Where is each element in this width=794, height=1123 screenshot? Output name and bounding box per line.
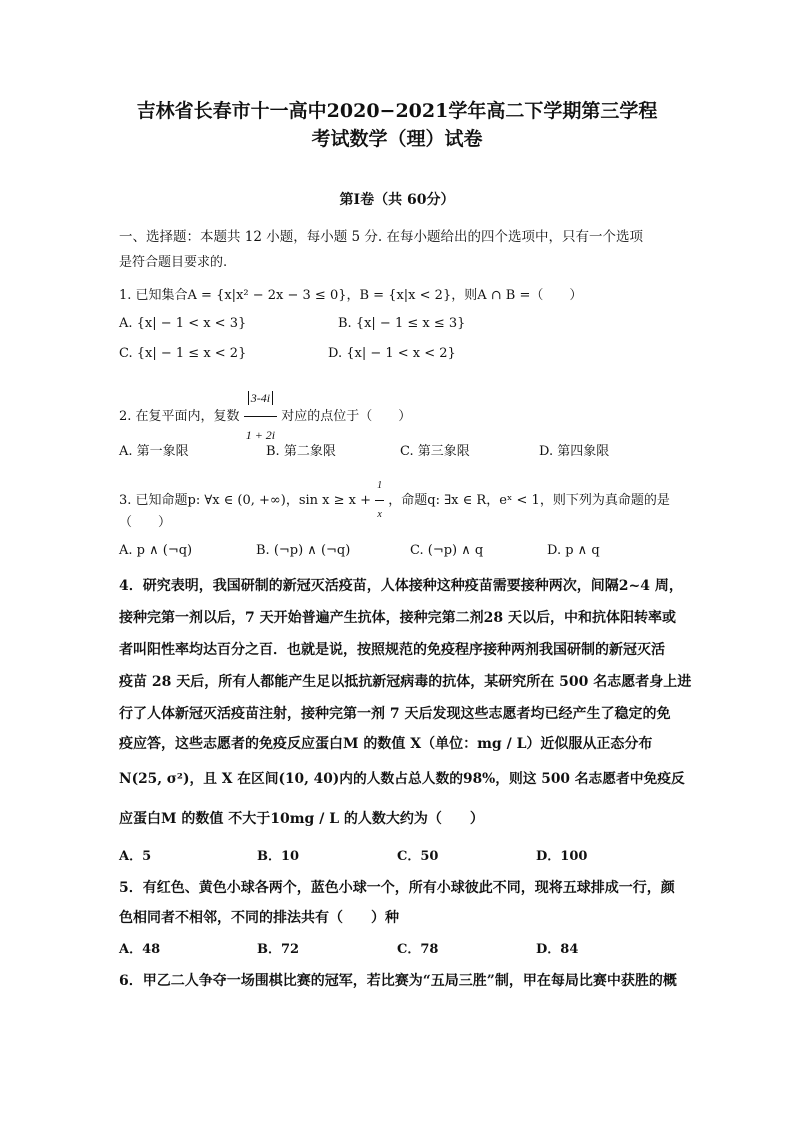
- question-3-option-b: B. (¬p) ∧ (¬q): [256, 543, 351, 558]
- question-2-denominator: 1 + 2i: [245, 428, 276, 442]
- question-3-stem-a: 3. 已知命题p: ∀x ∈ (0, +∞)，sin x ≥ x +: [119, 493, 372, 508]
- question-3-stem: [119, 472, 670, 529]
- question-5-line2: 色相同者不相邻，不同的排法共有（ ）种: [119, 910, 399, 926]
- question-3-option-c: C. (¬p) ∧ q: [410, 543, 484, 558]
- question-2-option-c: C. 第三象限: [400, 444, 470, 459]
- question-3-frac-den: x: [377, 509, 382, 520]
- question-4-line8: 应蛋白M 的数值 不大于10mg / L 的人数大约为（ ）: [119, 811, 484, 827]
- question-4-line3: 者叫阳性率均达百分之百．也就是说，按照规范的免疫程序接种两剂我国研制的新冠灭活: [119, 642, 665, 658]
- question-4-line1: 4．研究表明，我国研制的新冠灭活疫苗，人体接种这种疫苗需要接种两次，间隔2~4 周，: [119, 578, 683, 594]
- question-5-option-d: D．84: [536, 942, 579, 957]
- section-heading: 第Ⅰ卷（共 60分）: [339, 192, 455, 208]
- question-2-suffix: 对应的点位于（ ）: [281, 409, 412, 424]
- question-1-option-a: A. {x| − 1 < x < 3}: [119, 316, 247, 331]
- question-2-option-d: D. 第四象限: [539, 444, 610, 459]
- question-4-line4: 疫苗 28 天后，所有人都能产生足以抵抗新冠病毒的抗体，某研究所在 500 名志愿者身上进: [119, 674, 692, 690]
- question-2-prefix: 2. 在复平面内，复数: [119, 409, 240, 424]
- question-1-option-c: C. {x| − 1 ≤ x < 2}: [119, 346, 247, 361]
- question-1-option-b: B. {x| − 1 ≤ x ≤ 3}: [338, 316, 466, 331]
- question-3-stem-c: （ ）: [119, 515, 172, 530]
- question-4-option-b: B．10: [257, 849, 300, 864]
- instructions-line1: 一、选择题：本题共 12 小题，每小题 5 分. 在每小题给出的四个选项中，只有一个选项: [119, 229, 644, 245]
- question-2-numerator: 3-4i: [248, 391, 273, 405]
- question-4-option-a: A．5: [119, 849, 152, 864]
- question-5-line1: 5．有红色、黄色小球各两个，蓝色小球一个，所有小球彼此不同，现将五球排成一行，颜: [119, 880, 675, 896]
- question-4-line2: 接种完第一剂以后，7 天开始普遍产生抗体，接种完第二剂28 天以后，中和抗体阳转率或: [119, 610, 676, 626]
- question-5-option-a: A．48: [119, 942, 161, 957]
- question-5-option-b: B．72: [257, 942, 300, 957]
- question-2-option-a: A. 第一象限: [119, 444, 189, 459]
- question-3-option-d: D. p ∧ q: [547, 543, 600, 558]
- question-4-line7: N(25, σ²)，且 X 在区间(10, 40)内的人数占总人数的98%，则这 500 名志愿者中免疫反: [119, 771, 685, 787]
- question-1-stem: 1. 已知集合A = {x|x² − 2x − 3 ≤ 0}，B = {x|x < 2}，则A ∩ B =（ ）: [119, 288, 583, 303]
- question-1-option-d: D. {x| − 1 < x < 2}: [328, 346, 456, 361]
- question-3-stem-b: ，命题q: ∃x ∈ R，eˣ < 1，则下列为真命题的是: [388, 493, 670, 508]
- question-3-option-a: A. p ∧ (¬q): [119, 543, 193, 558]
- exam-title-line1: 吉林省长春市十一高中2020−2021学年高二下学期第三学程: [136, 100, 658, 122]
- question-2-option-b: B. 第二象限: [266, 444, 336, 459]
- question-4-line5: 行了人体新冠灭活疫苗注射，接种完第一剂 7 天后发现这些志愿者均已经产生了稳定的免: [119, 706, 671, 722]
- question-5-option-c: C．78: [397, 942, 439, 957]
- question-6-line1: 6．甲乙二人争夺一场围棋比赛的冠军，若比赛为“五局三胜”制，甲在每局比赛中获胜的概: [119, 973, 677, 989]
- question-3-frac-num: 1: [375, 472, 384, 501]
- exam-title-line2: 考试数学（理）试卷: [311, 128, 483, 150]
- instructions-line2: 是符合题目要求的.: [119, 255, 228, 270]
- question-3-fraction: [375, 472, 384, 529]
- question-4-line6: 疫应答，这些志愿者的免疫反应蛋白M 的数值 X（单位：mg / L）近似服从正态分布: [119, 736, 653, 752]
- question-4-option-d: D．100: [536, 849, 588, 864]
- question-4-option-c: C．50: [397, 849, 439, 864]
